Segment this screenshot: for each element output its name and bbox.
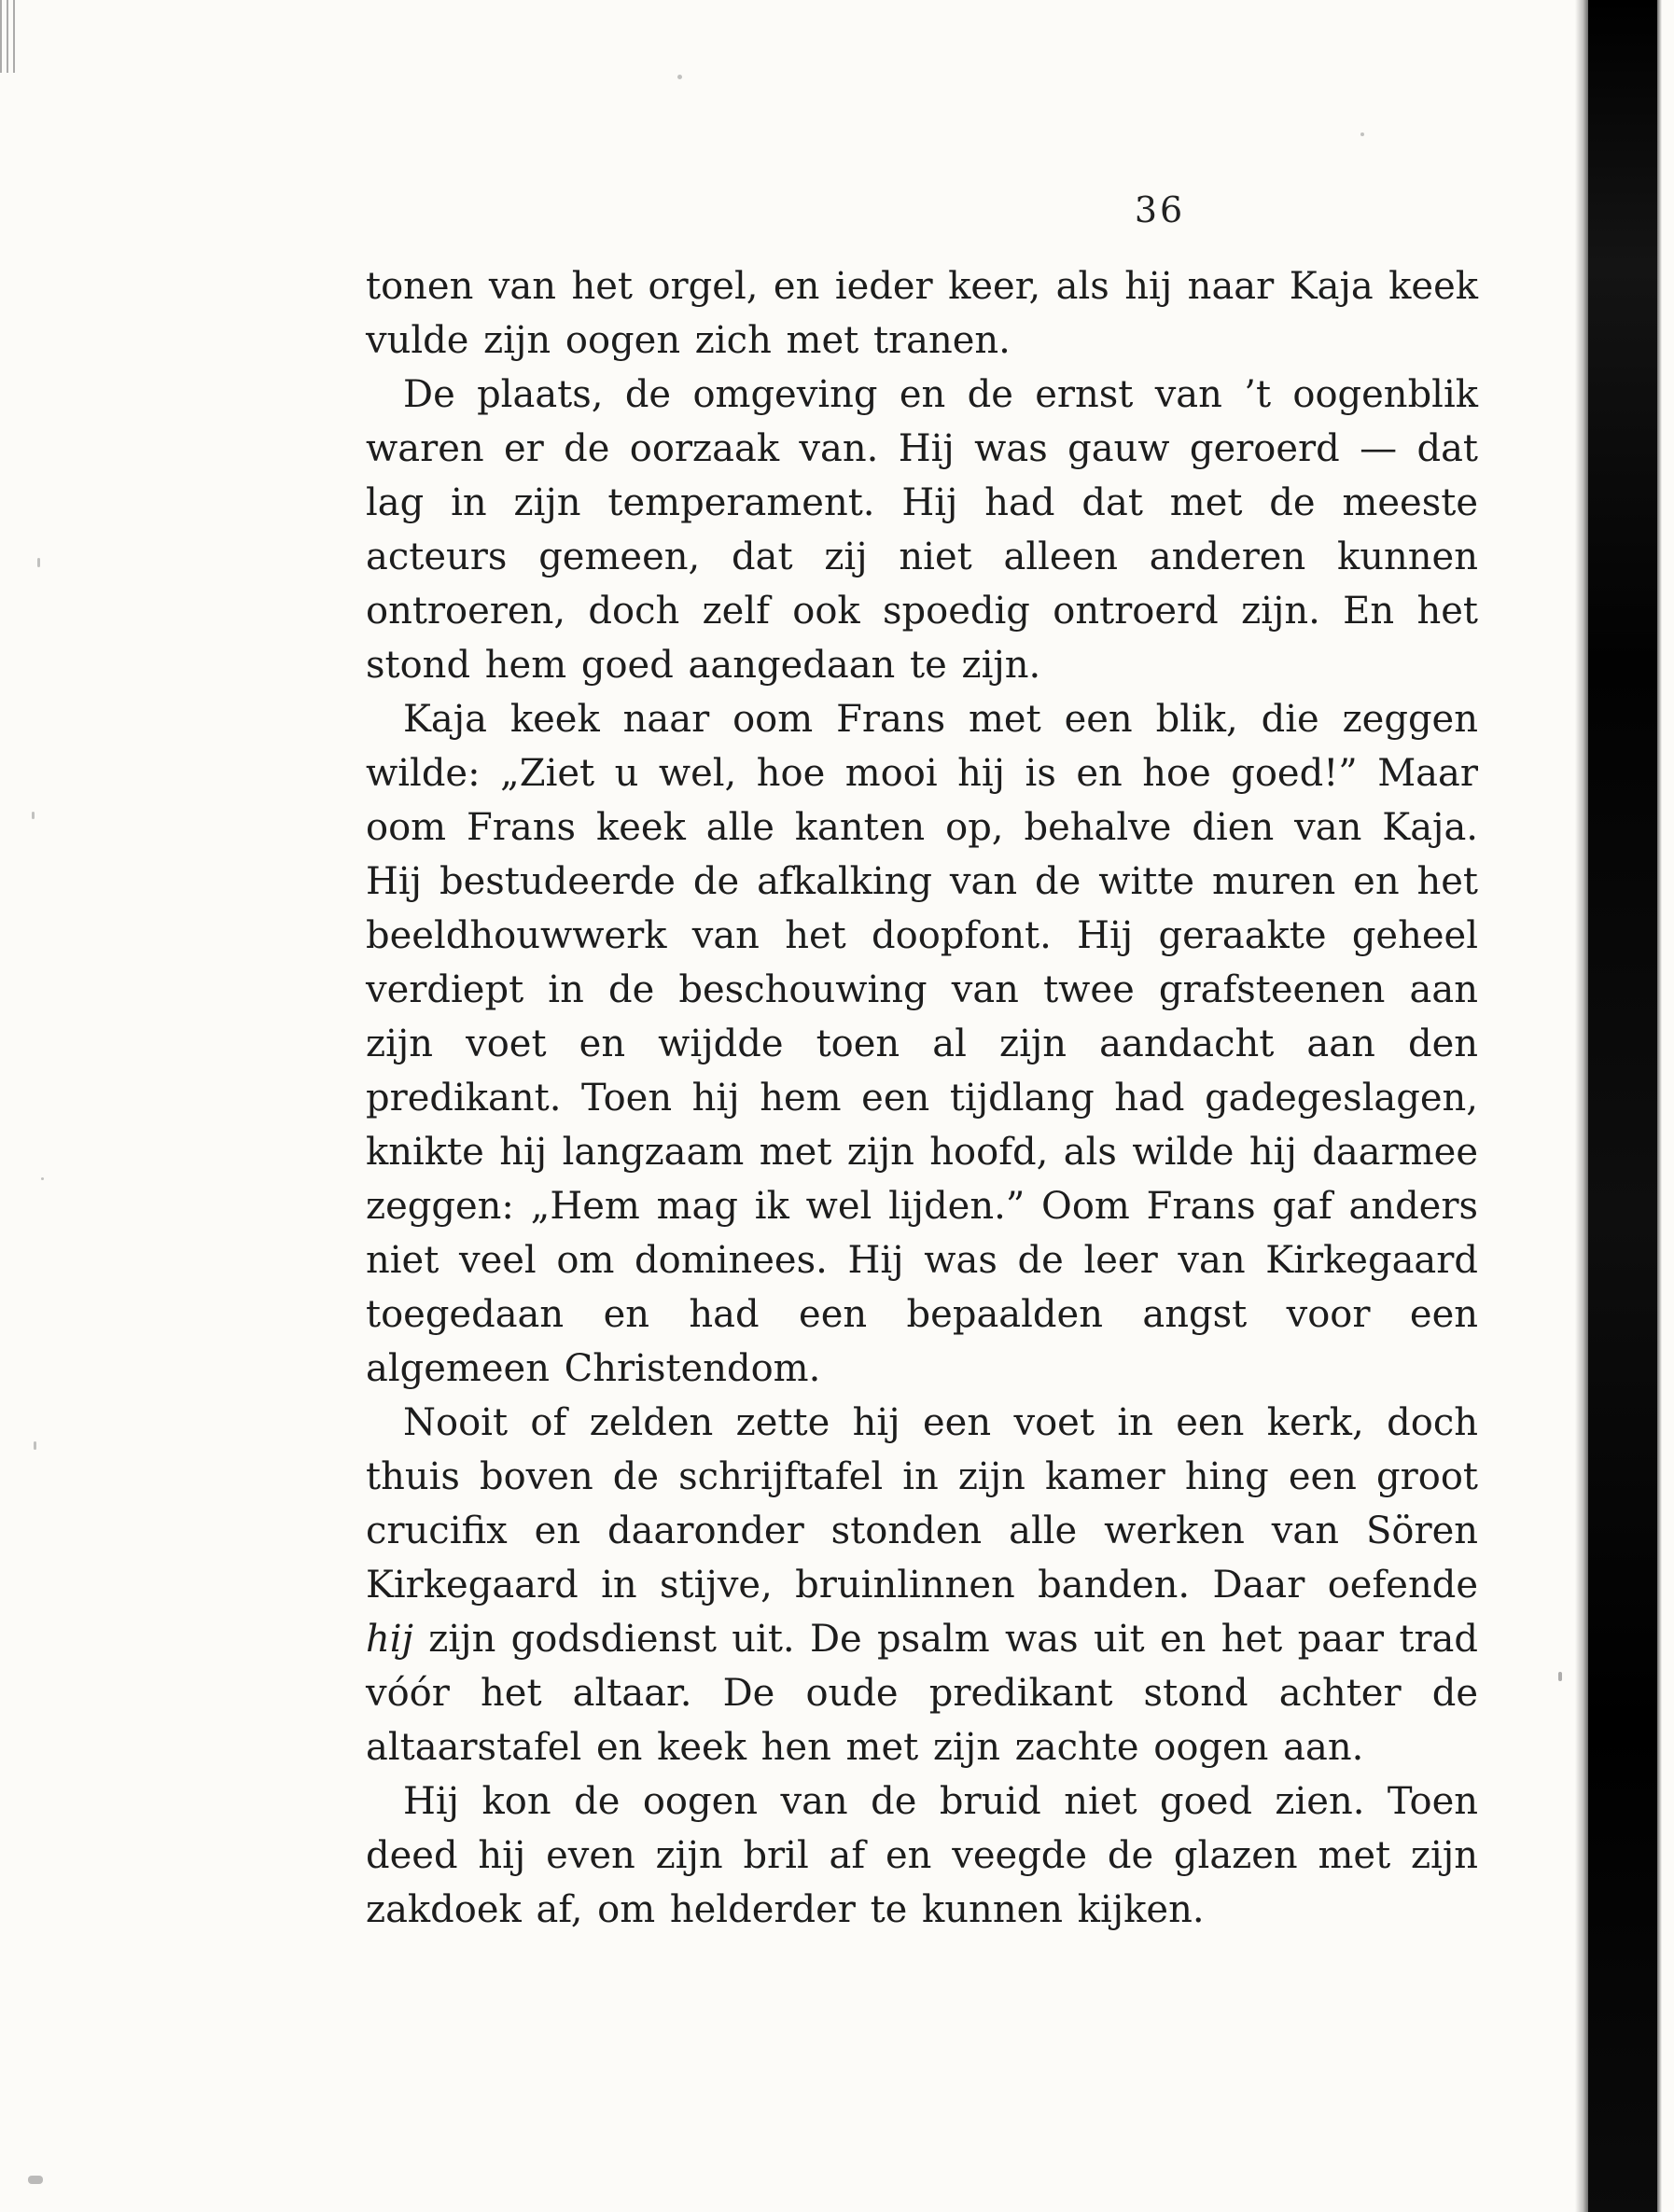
- paragraph-5: [366, 1774, 1478, 1937]
- page-number: 36: [1134, 189, 1186, 230]
- scan-artifact: [1558, 1672, 1562, 1681]
- italic-word: hij: [366, 1618, 413, 1661]
- paragraph-3: [366, 692, 1478, 1396]
- scan-artifact: [677, 75, 682, 79]
- scan-artifact: [1360, 132, 1364, 136]
- paragraph-2: [366, 368, 1478, 692]
- scan-edge-marks: [0, 0, 19, 73]
- paragraph-text: Hij kon de oogen van de bruid niet goed zien. Toen deed hij even zijn bril af en veegde de glazen met zijn zakdoek af, om helderder te kunnen kijken.: [366, 1780, 1478, 1931]
- scan-binding-shadow: [1588, 0, 1657, 2212]
- paragraph-4: [366, 1396, 1478, 1774]
- paragraph-text: Nooit of zelden zette hij een voet in een kerk, doch thuis boven de schrijftafel in zijn kamer hing een groot crucifix en daaronder stonden alle werken van Sören Kirkegaard in stijve, bruinlinnen banden. Daar oefende: [366, 1401, 1478, 1607]
- paragraph-text: Kaja keek naar oom Frans met een blik, die zeggen wilde: „Ziet u wel, hoe mooi hij is en hoe goed!” Maar oom Frans keek alle kanten op, behalve dien van Kaja. Hij bestudeerde de afkalking van de witte muren en het beeldhouwwerk van het doopfont. Hij geraakte geheel verdiept in de beschouwing van twee grafsteenen aan zijn voet en wijdde toen al zijn aandacht aan den predikant. Toen hij hem een tijdlang had gadegeslagen, knikte hij langzaam met zijn hoofd, als wilde hij daarmee zeggen: „Hem mag ik wel lijden.” Oom Frans gaf anders niet veel om dominees. Hij was de leer van Kirkegaard toegedaan en had een bepaalden angst voor een algemeen Christendom.: [366, 698, 1478, 1390]
- paragraph-text: tonen van het orgel, en ieder keer, als hij naar Kaja keek vulde zijn oogen zich met tranen.: [366, 265, 1478, 362]
- scan-artifact: [32, 812, 35, 819]
- page-text: [366, 259, 1478, 1937]
- paragraph-text: zijn godsdienst uit. De psalm was uit en het paar trad vóór het altaar. De oude predikant stond achter de altaarstafel en keek hen met zijn zachte oogen aan.: [366, 1618, 1478, 1769]
- paragraph-text: De plaats, de omgeving en de ernst van ’t oogenblik waren er de oorzaak van. Hij was gauw geroerd — dat lag in zijn temperament. Hij had dat met de meeste acteurs gemeen, dat zij niet alleen anderen kunnen ontroeren, doch zelf ook spoedig ontroerd zijn. En het stond hem goed aangedaan te zijn.: [366, 373, 1478, 687]
- paragraph-1: [366, 259, 1478, 368]
- scan-artifact: [28, 2176, 43, 2184]
- scan-artifact: [41, 1177, 44, 1180]
- scan-artifact: [37, 558, 40, 567]
- scan-artifact: [34, 1441, 36, 1450]
